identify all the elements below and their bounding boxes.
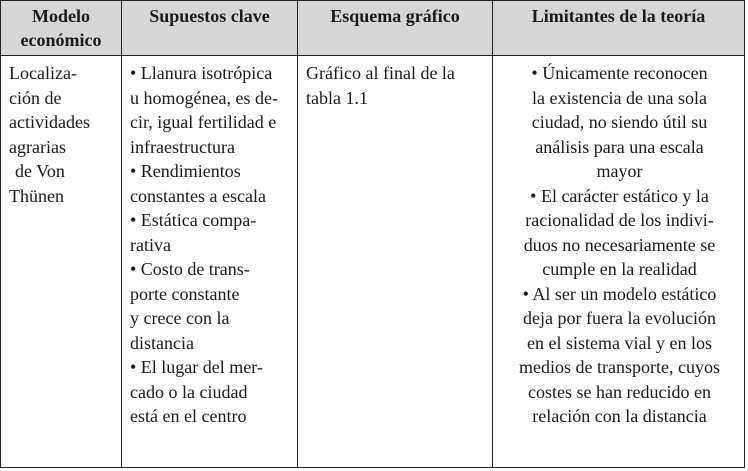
cell-line: de Von (15, 161, 65, 181)
header-modelo-economico (1, 1, 122, 56)
cell-line: ción de (9, 87, 62, 108)
header-text: Supuestos clave (149, 6, 270, 26)
cell-line: en el sistema vial y en los (527, 332, 712, 353)
header-supuestos-clave (122, 1, 298, 56)
cell-line: cado o la ciudad (130, 381, 248, 402)
cell-line: cir, igual fertilidad e (130, 112, 277, 132)
cell-line: y crece con la (130, 308, 230, 328)
cell-line: • Únicamente reconocen (531, 63, 708, 83)
header-text: Esquema gráfico (330, 6, 460, 26)
cell-line: rativa (130, 234, 171, 255)
cell-line: agrarias (9, 136, 66, 157)
cell-line: • El lugar del mer- (130, 357, 263, 377)
cell-line: medios de transporte, cuyos (519, 357, 720, 377)
cell-esquema (298, 56, 493, 468)
cell-line: u homogénea, es de- (130, 87, 278, 108)
cell-line: • Llanura isotrópica (130, 63, 273, 83)
cell-line: análisis para una escala (535, 136, 704, 157)
cell-line: relación con la distancia (532, 406, 707, 426)
cell-line: Localiza- (9, 63, 77, 83)
cell-limitantes (493, 56, 745, 468)
cell-line: infraestructura (130, 136, 235, 157)
table-row (1, 56, 745, 468)
cell-line: tabla 1.1 (306, 87, 368, 108)
header-row (1, 1, 745, 56)
cell-supuestos (122, 56, 298, 468)
cell-line: Gráfico al final de la (306, 63, 455, 83)
cell-line: • Rendimientos (130, 161, 241, 181)
cell-line: Thünen (9, 185, 64, 206)
header-text: Modelo (32, 6, 90, 26)
header-esquema-grafico (298, 1, 493, 56)
cell-line: constantes a escala (130, 185, 266, 206)
cell-modelo (1, 56, 122, 468)
cell-line: cumple en la realidad (542, 259, 697, 279)
cell-line: costes se han reducido en (528, 381, 711, 402)
cell-line: deja por fuera la evolución (523, 308, 716, 328)
cell-line: racionalidad de los indivi- (525, 210, 714, 230)
cell-line: • Al ser un modelo estático (522, 283, 717, 304)
header-text: Limitantes de la teoría (531, 6, 706, 26)
cell-line: actividades (9, 112, 90, 132)
cell-line: distancia (130, 332, 194, 353)
cell-line: • El carácter estático y la (530, 185, 709, 206)
header-limitantes (493, 1, 745, 56)
cell-line: ciudad, no siendo útil su (531, 112, 708, 132)
cell-line: mayor (596, 161, 643, 181)
header-text: económico (20, 30, 102, 50)
cell-line: • Estática compa- (130, 210, 257, 230)
cell-line: la existencia de una sola (532, 87, 707, 108)
cell-line: está en el centro (130, 406, 247, 426)
cell-line: porte constante (130, 283, 240, 304)
cell-line: duos no necesariamente se (523, 234, 716, 255)
cell-line: • Costo de trans- (130, 259, 250, 279)
